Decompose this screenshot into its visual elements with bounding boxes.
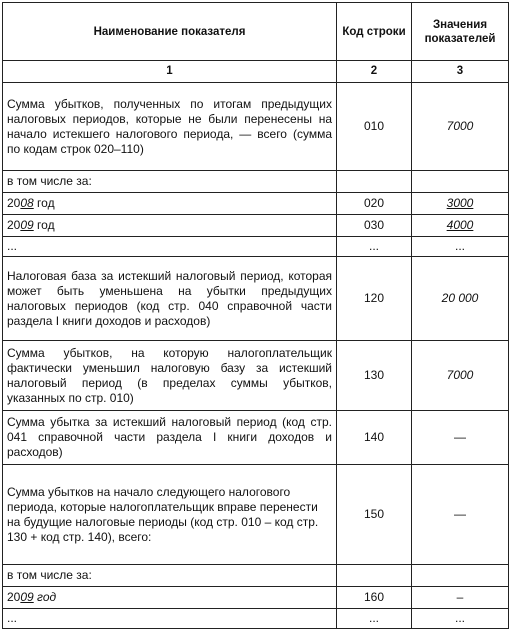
row-name: Сумма убытков, полученных по итогам предыдущих налоговых периодов, которые не были перенесены на начало истекшего налогового периода, — всего (сумма по кодам строк 020–110) [3, 83, 337, 171]
table-row [3, 83, 509, 171]
row-code: 150 [337, 465, 412, 565]
row-name: ... [3, 237, 337, 257]
row-value [412, 565, 509, 587]
year-suffix: 09 [20, 590, 34, 604]
year-prefix: 20 [7, 218, 21, 232]
year-word: год [33, 196, 55, 210]
row-name: Налоговая база за истекший налоговый период, которая может быть уменьшена на убытки предыдущих налоговых периодов (код стр. 040 справочной части раздела I книги доходов и расходов) [3, 257, 337, 341]
row-code [337, 565, 412, 587]
table-row [3, 341, 509, 411]
year-word: год [33, 218, 55, 232]
table-row [3, 565, 509, 587]
header-value: Значения показателей [412, 3, 509, 61]
year-prefix: 20 [7, 590, 21, 604]
column-number-3: 3 [412, 61, 509, 83]
header-row [3, 3, 509, 61]
row-name [3, 193, 337, 215]
row-code: 120 [337, 257, 412, 341]
row-value: 3000 [412, 193, 509, 215]
year-suffix: 09 [20, 218, 34, 232]
row-value: 7000 [412, 83, 509, 171]
row-value: 7000 [412, 341, 509, 411]
row-code: 140 [337, 411, 412, 465]
row-value: ... [412, 609, 509, 629]
row-value: 20 000 [412, 257, 509, 341]
table-row [3, 193, 509, 215]
row-code: ... [337, 237, 412, 257]
table-row [3, 215, 509, 237]
row-code: 160 [337, 587, 412, 609]
row-value [412, 171, 509, 193]
table-row [3, 609, 509, 629]
row-name: Сумма убытков, на которую налогоплательщик фактически уменьшил налоговую базу за истекший налоговый период (в пределах суммы убытков, указанных по стр. 010) [3, 341, 337, 411]
loss-carryforward-table [2, 2, 509, 629]
row-value: – [412, 587, 509, 609]
row-name [3, 215, 337, 237]
row-value: — [412, 411, 509, 465]
row-code [337, 171, 412, 193]
column-number-row [3, 61, 509, 83]
year-prefix: 20 [7, 196, 21, 210]
row-code: 010 [337, 83, 412, 171]
table-row [3, 171, 509, 193]
row-value: — [412, 465, 509, 565]
header-code: Код строки [337, 3, 412, 61]
row-code: 130 [337, 341, 412, 411]
row-name: в том числе за: [3, 171, 337, 193]
row-code: 020 [337, 193, 412, 215]
year-word: год [33, 590, 57, 604]
column-number-2: 2 [337, 61, 412, 83]
row-name: Сумма убытков на начало следующего налогового периода, которые налогоплательщик вправе перенести на будущие налоговые периоды (код стр. 010 – код стр. 130 + код стр. 140), всего: [3, 465, 337, 565]
column-number-1: 1 [3, 61, 337, 83]
table-row [3, 587, 509, 609]
table-row [3, 465, 509, 565]
row-name: ... [3, 609, 337, 629]
row-name: в том числе за: [3, 565, 337, 587]
year-suffix: 08 [20, 196, 34, 210]
table-row [3, 237, 509, 257]
table-row [3, 411, 509, 465]
row-value: 4000 [412, 215, 509, 237]
row-code: 030 [337, 215, 412, 237]
row-value: ... [412, 237, 509, 257]
row-name: Сумма убытка за истекший налоговый период (код стр. 041 справочной части раздела I книги доходов и расходов) [3, 411, 337, 465]
row-name [3, 587, 337, 609]
row-code: ... [337, 609, 412, 629]
header-name: Наименование показателя [3, 3, 337, 61]
table-row [3, 257, 509, 341]
